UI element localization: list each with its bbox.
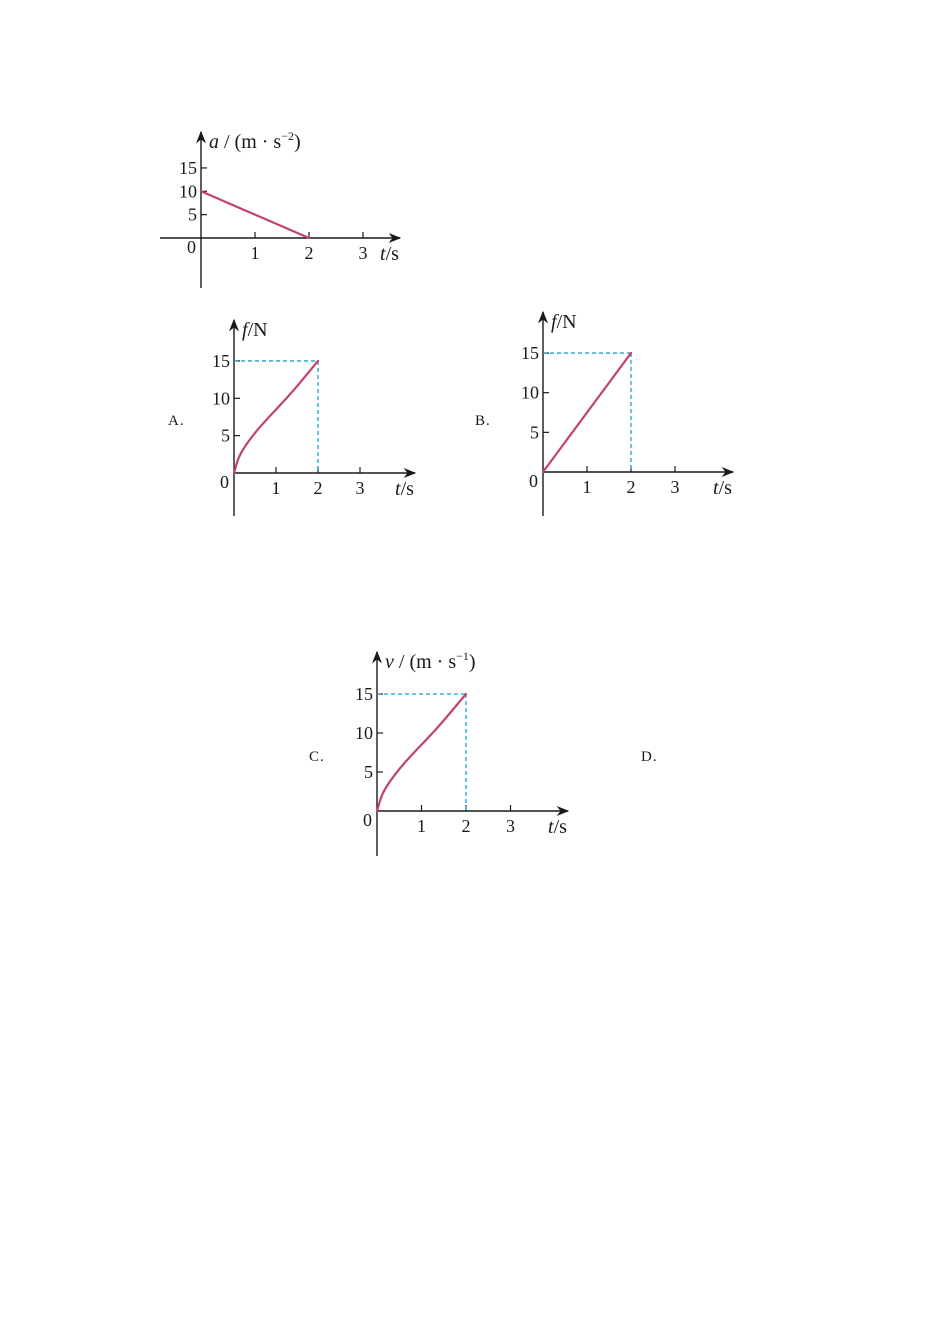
- x-tick-label: 1: [250, 243, 260, 263]
- y-tick-label: 15: [355, 684, 373, 704]
- x-tick-label: 2: [313, 478, 323, 498]
- x-tick-label: 3: [355, 478, 365, 498]
- y-tick-label: 5: [188, 204, 197, 225]
- data-line: [377, 694, 466, 811]
- x-axis-title: t/s: [548, 816, 567, 838]
- option-b-label: B.: [475, 413, 491, 429]
- y-tick-label: 10: [179, 181, 197, 202]
- option-a-label: A.: [168, 413, 185, 429]
- option-c-label: C.: [309, 749, 325, 765]
- x-axis-title: t/s: [395, 478, 414, 500]
- x-tick-label: 3: [670, 477, 680, 497]
- y-tick-label: 15: [212, 350, 230, 371]
- y-axis-title: $v / (m \cdot s^{-1})$: [385, 649, 476, 673]
- x-tick-label: 2: [304, 243, 314, 263]
- x-tick-label: 3: [358, 243, 368, 263]
- x-tick-label: 2: [461, 816, 471, 836]
- y-tick-label: 5: [364, 762, 373, 782]
- origin-label: 0: [529, 471, 538, 491]
- y-axis-title: f/N: [242, 319, 268, 341]
- x-axis-title: t/s: [713, 477, 732, 499]
- x-tick-label: 1: [582, 477, 592, 497]
- y-tick-label: 10: [521, 382, 539, 403]
- y-tick-label: 5: [221, 425, 230, 446]
- y-tick-label: 15: [179, 157, 197, 178]
- y-tick-label: 10: [212, 388, 230, 409]
- y-axis-title: f/N: [551, 311, 577, 333]
- y-tick-label: 15: [521, 343, 539, 364]
- y-tick-label: 10: [355, 723, 373, 743]
- origin-label: 0: [220, 472, 229, 492]
- y-axis-title: $a / (m \cdot s^{-2})$: [209, 129, 301, 153]
- option-d-label: D.: [641, 749, 658, 765]
- x-tick-label: 2: [626, 477, 636, 497]
- x-axis-title: t/s: [380, 243, 399, 265]
- x-tick-label: 1: [417, 816, 426, 836]
- y-tick-label: 5: [530, 422, 539, 443]
- origin-label: 0: [187, 237, 196, 257]
- x-tick-label: 3: [506, 816, 515, 836]
- origin-label: 0: [363, 810, 372, 830]
- x-tick-label: 1: [271, 478, 281, 498]
